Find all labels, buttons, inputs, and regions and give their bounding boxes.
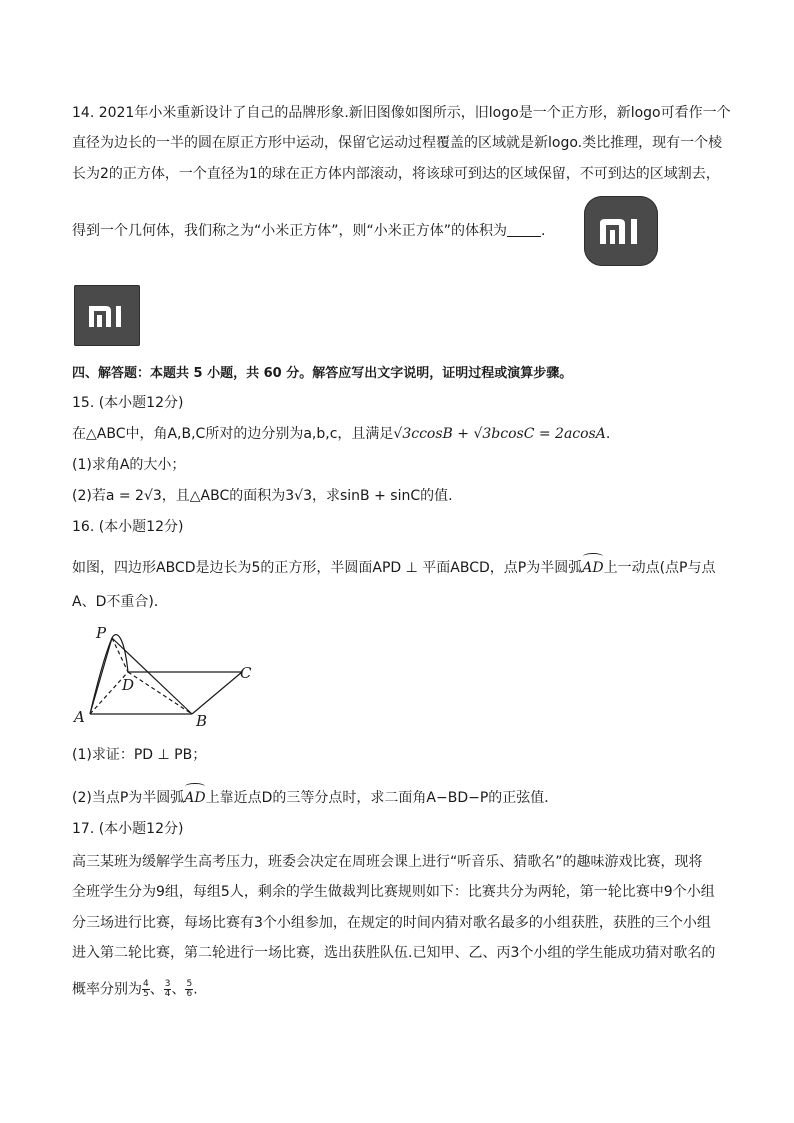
label-a: A — [74, 708, 85, 726]
answer-blank — [507, 222, 541, 237]
fraction-2: $\frac{3}{4}$ — [164, 979, 171, 999]
q15-stem-end: . — [605, 426, 611, 442]
arc-ad: AD — [582, 560, 604, 576]
q16-stem-1b: 上一动点(点P与点 — [603, 560, 716, 576]
label-b: B — [196, 712, 208, 730]
q16-header: 16. (本小题12分) — [72, 519, 184, 535]
q14-line-4-text: 得到一个几何体，我们称之为“小米正方体”，则“小米正方体”的体积为 — [72, 223, 508, 239]
label-c: C — [240, 664, 252, 682]
q16-part-2b: 上靠近点D的三等分点时，求二面角A−BD−P的正弦值． — [205, 790, 559, 806]
mi-logo-old-icon — [87, 303, 127, 329]
q16-part-2a: (2)当点P为半圆弧 — [72, 790, 185, 806]
arc-ad-2: AD — [184, 790, 206, 806]
q14-line-1: 14. 2021年小米重新设计了自己的品牌形象.新旧图像如图所示，旧logo是一个正方形，新logo可看作一个 — [72, 105, 731, 121]
q16-part-2 — [72, 789, 558, 807]
separator-2: 、 — [171, 981, 186, 998]
q14-line-2: 直径为边长的一半的圆在原正方形中运动，保留它运动过程覆盖的区域就是新logo.类比推理，现有一个棱 — [72, 135, 723, 151]
label-p: P — [96, 624, 107, 642]
q15-header: 15. (本小题12分) — [72, 395, 184, 411]
q17-line-1: 高三某班为缓解学生高考压力，班委会决定在周班会课上进行“听音乐、猜歌名”的趣味游戏比赛，现将 — [72, 854, 703, 870]
geometry-figure — [70, 620, 270, 732]
new-logo-image — [584, 196, 658, 266]
q17-line-3: 分三场进行比赛，每场比赛有3个小组参加，在规定的时间内猜对歌名最多的小组获胜，获胜的三个小组 — [72, 915, 711, 931]
q16-part-1: (1)求证：PD ⊥ PB； — [72, 747, 207, 763]
q15-part-2: (2)若a = 2√3，且△ABC的面积为3√3，求sinB + sinC的值. — [72, 488, 453, 504]
q17-line-2: 全班学生分为9组，每组5人，剩余的学生做裁判比赛规则如下：比赛共分为两轮，第一轮比赛中9个小组 — [72, 884, 715, 900]
q17-line-5 — [72, 980, 198, 999]
q15-stem — [72, 425, 610, 443]
q14-line-4 — [72, 222, 545, 240]
label-d: D — [122, 676, 135, 694]
old-logo-image — [74, 285, 140, 346]
fraction-3: $\frac{5}{6}$ — [186, 979, 193, 999]
separator-1: 、 — [149, 981, 164, 998]
q16-stem-line-2: A、D不重合)． — [72, 594, 168, 610]
q15-equation: √3ccosB + √3bcosC = 2acosA — [393, 426, 606, 442]
q17-line-5-text: 概率分别为 — [72, 981, 142, 998]
q17-line-5-end: . — [193, 981, 198, 998]
q14-line-4-end: . — [541, 223, 546, 239]
q15-stem-text: △ABC中，角A,B,C所对的边分别为a,b,c，且满足 — [86, 426, 394, 442]
mi-logo-new-icon — [597, 216, 645, 246]
q17-header: 17. (本小题12分) — [72, 821, 184, 837]
q15-part-1: (1)求角A的大小； — [72, 457, 186, 473]
q15-stem-pre: 在 — [72, 426, 86, 442]
q16-stem-1a: 如图，四边形ABCD是边长为5的正方形，半圆面APD ⊥ 平面ABCD，点P为半圆弧 — [72, 560, 583, 576]
q16-stem-line-1 — [72, 559, 715, 577]
fraction-1: $\frac{4}{5}$ — [143, 979, 149, 999]
q17-line-4: 进入第二轮比赛，第二轮进行一场比赛，选出获胜队伍.已知甲、乙、丙3个小组的学生能成功猜对歌名的 — [72, 945, 716, 961]
section-heading: 四、解答题：本题共 5 小题，共 60 分。解答应写出文字说明，证明过程或演算步骤。 — [72, 366, 573, 381]
q14-line-3: 长为2的正方体，一个直径为1的球在正方体内部滚动，将该球可到达的区域保留，不可到达的区域割去， — [72, 166, 720, 182]
